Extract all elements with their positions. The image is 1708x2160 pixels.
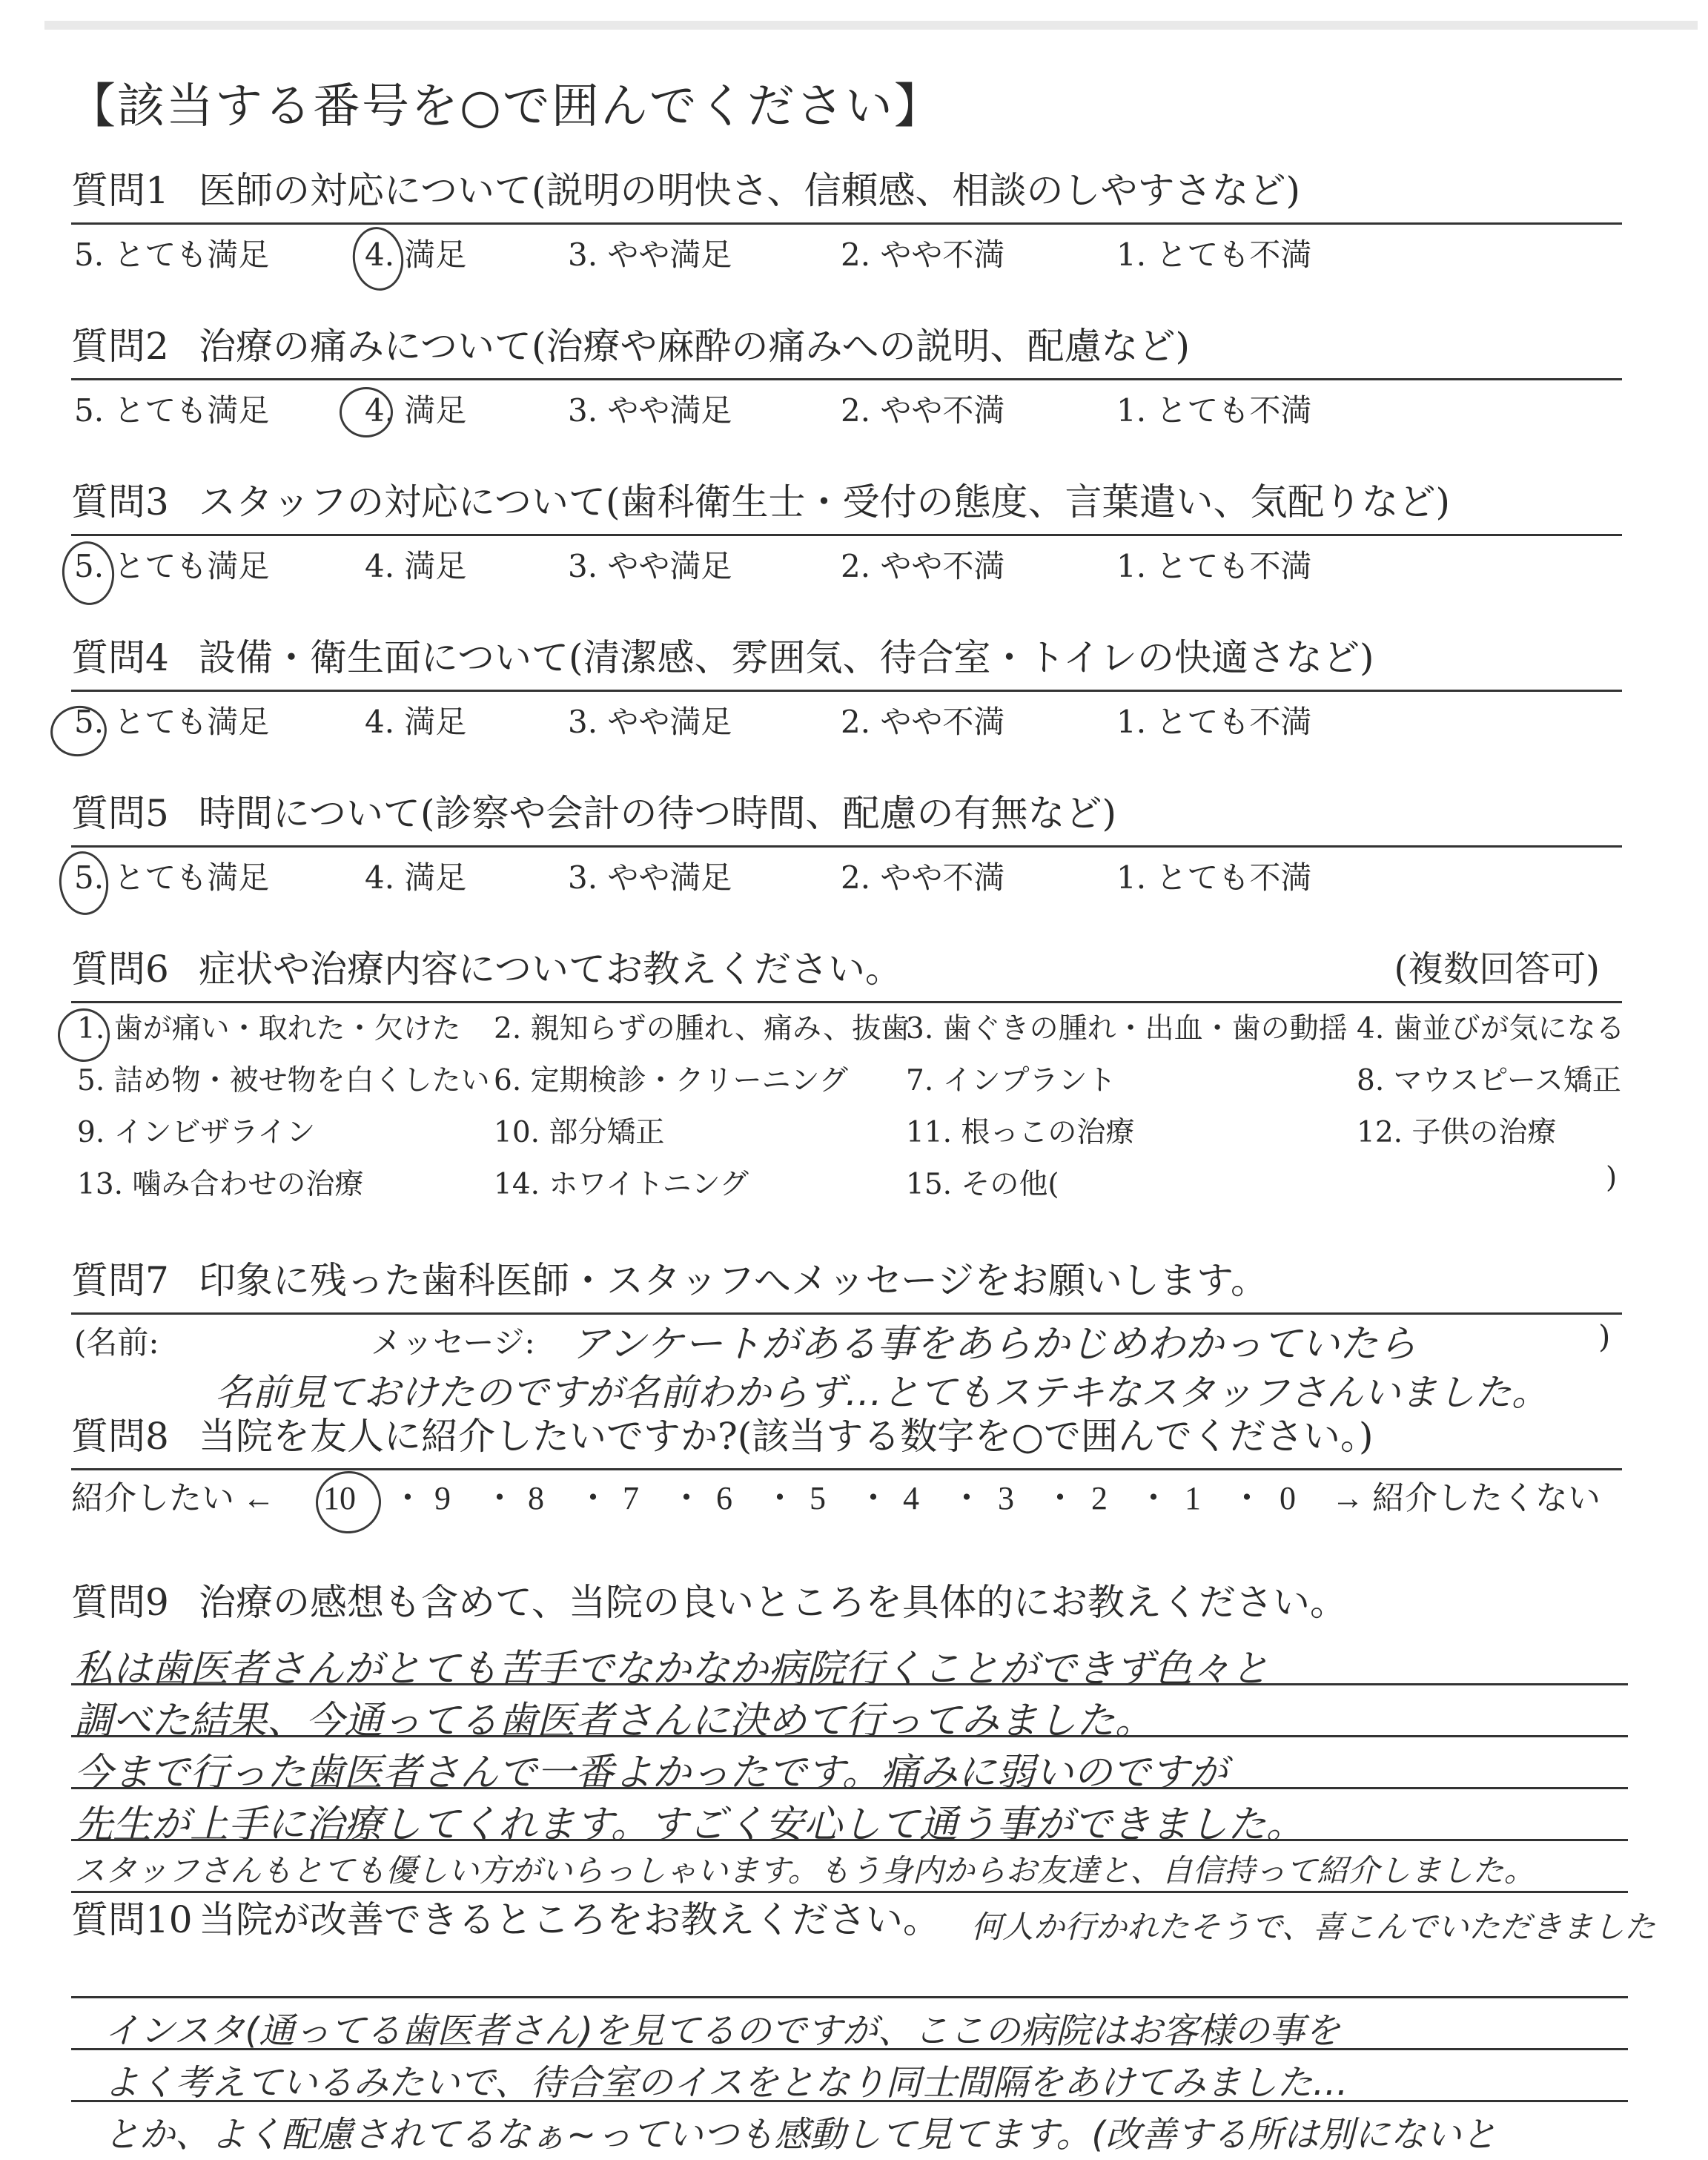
option-3[interactable]: 3. やや満足 — [568, 548, 732, 584]
handwritten-improvement-line-3: とか、よく配慮されてるなぁ~っていつも感動して見てます。(改善する所は別にないと — [104, 2114, 1497, 2156]
message-label: メッセージ: — [371, 1324, 535, 1361]
option-5[interactable]: 5. とても満足 — [74, 704, 270, 740]
scale-separator: ・ — [1231, 1479, 1263, 1517]
handwritten-answer-line-1: 私は歯医者さんがとても苦手でなかなか病院行くことができず色々と — [74, 1647, 1270, 1691]
option-3[interactable]: 3. やや満足 — [568, 859, 732, 896]
question-text: スタッフの対応について(歯科衛生士・受付の態度、言葉遣い、気配りなど) — [199, 480, 1451, 524]
scale-value-2[interactable]: 2 — [1091, 1480, 1108, 1516]
question-number: 質問4 — [71, 636, 169, 679]
symptom-option-2[interactable]: 2. 親知らずの腫れ、痛み、抜歯 — [494, 1012, 910, 1046]
option-1[interactable]: 1. とても不満 — [1116, 859, 1312, 896]
option-4[interactable]: 4. 満足 — [365, 859, 467, 896]
question-text: 当院を友人に紹介したいですか?(該当する数字を○で囲んでください。) — [199, 1415, 1374, 1458]
question-9 — [71, 1576, 1622, 1634]
question-number: 質問2 — [71, 325, 169, 368]
option-2[interactable]: 2. やや不満 — [841, 237, 1005, 273]
symptom-option-15-close: ) — [1606, 1161, 1618, 1195]
question-number: 質問9 — [71, 1581, 169, 1624]
symptom-option-9[interactable]: 9. インビザライン — [77, 1116, 316, 1149]
option-3[interactable]: 3. やや満足 — [568, 237, 732, 273]
question-number: 質問7 — [71, 1259, 169, 1302]
handwritten-answer-line-2: 調べた結果、今通ってる歯医者さんに決めて行ってみました。 — [74, 1699, 1154, 1743]
symptom-option-10[interactable]: 10. 部分矯正 — [494, 1116, 665, 1149]
scale-separator: ・ — [950, 1479, 983, 1517]
option-5[interactable]: 5. とても満足 — [74, 392, 270, 429]
question-8 — [71, 1410, 1622, 1470]
answer-line — [71, 1996, 1628, 1998]
handwritten-improvement-line-2: よく考えているみたいで、待合室のイスをとなり同士間隔をあけてみました… — [104, 2062, 1348, 2104]
question-number: 質問8 — [71, 1415, 169, 1458]
symptom-option-8[interactable]: 8. マウスピース矯正 — [1357, 1064, 1621, 1097]
option-4[interactable]: 4. 満足 — [365, 392, 467, 429]
scale-value-9[interactable]: 9 — [434, 1480, 451, 1516]
scale-value-5[interactable]: 5 — [810, 1480, 826, 1516]
handwritten-answer-line-4: 先生が上手に治療してくれます。すごく安心して通う事ができました。 — [74, 1803, 1305, 1847]
symptom-option-5[interactable]: 5. 詰め物・被せ物を白くしたい — [77, 1064, 490, 1097]
option-1[interactable]: 1. とても不満 — [1116, 392, 1312, 429]
symptom-option-15[interactable]: 15. その他( — [906, 1168, 1059, 1201]
symptom-option-3[interactable]: 3. 歯ぐきの腫れ・出血・歯の動揺 — [906, 1012, 1348, 1046]
question-text: 当院が改善できるところをお教えください。 — [199, 1898, 940, 1941]
scale-separator: ・ — [1137, 1479, 1170, 1517]
scale-separator: ・ — [483, 1479, 516, 1517]
question-number: 質問10 — [71, 1898, 193, 1941]
option-1[interactable]: 1. とても不満 — [1116, 704, 1312, 740]
question-text: 設備・衛生面について(清潔感、雰囲気、待合室・トイレの快適さなど) — [199, 636, 1374, 679]
option-2[interactable]: 2. やや不満 — [841, 859, 1005, 896]
question-text: 治療の痛みについて(治療や麻酔の痛みへの説明、配慮など) — [199, 325, 1191, 368]
handwritten-improvement-line-1: インスタ(通ってる歯医者さん)を見てるのですが、ここの病院はお客様の事を — [104, 2010, 1341, 2052]
handwritten-answer-line-5: スタッフさんもとても優しい方がいらっしゃいます。もう身内からお友達と、自信持って紹介しました。 — [74, 1852, 1535, 1889]
scale-right-label: → 紹介したくない — [1331, 1480, 1601, 1516]
recommendation-scale — [71, 1473, 1628, 1525]
option-4[interactable]: 4. 満足 — [365, 548, 467, 584]
option-5[interactable]: 5. とても満足 — [74, 548, 270, 584]
question-text: 医師の対応について(説明の明快さ、信頼感、相談のしやすさなど) — [199, 169, 1301, 212]
multiple-answers-note: (複数回答可) — [1394, 948, 1600, 990]
scale-separator: ・ — [670, 1479, 703, 1517]
question-number: 質問6 — [71, 948, 169, 991]
symptom-option-13[interactable]: 13. 噛み合わせの治療 — [77, 1168, 364, 1201]
question-2 — [71, 320, 1622, 380]
scale-value-1[interactable]: 1 — [1185, 1480, 1201, 1516]
option-4[interactable]: 4. 満足 — [365, 704, 467, 740]
question-number: 質問5 — [71, 792, 169, 835]
option-2[interactable]: 2. やや不満 — [841, 392, 1005, 429]
scale-left-label: 紹介したい ← — [71, 1480, 275, 1516]
question-6 — [71, 943, 1622, 1003]
name-label: (名前: — [74, 1324, 159, 1361]
scale-separator: ・ — [391, 1479, 424, 1517]
symptom-option-12[interactable]: 12. 子供の治療 — [1357, 1116, 1557, 1149]
scale-separator: ・ — [577, 1479, 609, 1517]
scale-value-4[interactable]: 4 — [903, 1480, 919, 1516]
question-3 — [71, 476, 1622, 536]
symptom-options — [74, 1005, 1631, 1228]
question-text: 治療の感想も含めて、当院の良いところを具体的にお教えください。 — [199, 1581, 1347, 1624]
answer-line — [71, 1891, 1628, 1893]
option-5[interactable]: 5. とても満足 — [74, 237, 270, 273]
scale-value-10[interactable]: 10 — [323, 1480, 356, 1516]
handwritten-answer-line-3: 今まで行った歯医者さんで一番よかったです。痛みに弱いのですが — [74, 1751, 1228, 1795]
option-4[interactable]: 4. 満足 — [365, 237, 467, 273]
option-1[interactable]: 1. とても不満 — [1116, 548, 1312, 584]
scale-value-7[interactable]: 7 — [623, 1480, 639, 1516]
page-title: 【該当する番号を○で囲んでください】 — [68, 79, 943, 134]
question-text: 症状や治療内容についてお教えください。 — [199, 948, 902, 991]
question-text: 印象に残った歯科医師・スタッフへメッセージをお願いします。 — [199, 1259, 1268, 1302]
scale-value-3[interactable]: 3 — [998, 1480, 1014, 1516]
question-1 — [71, 165, 1622, 225]
scale-value-6[interactable]: 6 — [716, 1480, 732, 1516]
message-close-paren: ) — [1598, 1318, 1611, 1355]
handwritten-q9-continuation: 何人か行かれたそうで、喜こんでいただきました — [971, 1909, 1656, 1945]
symptom-option-7[interactable]: 7. インプラント — [906, 1064, 1116, 1097]
question-7 — [71, 1255, 1622, 1315]
scale-value-8[interactable]: 8 — [528, 1480, 544, 1516]
symptom-option-4[interactable]: 4. 歯並びが気になる — [1357, 1012, 1625, 1046]
scale-value-0[interactable]: 0 — [1280, 1480, 1296, 1516]
option-2[interactable]: 2. やや不満 — [841, 704, 1005, 740]
option-1[interactable]: 1. とても不満 — [1116, 237, 1312, 273]
option-5[interactable]: 5. とても満足 — [74, 859, 270, 896]
question-number: 質問3 — [71, 480, 169, 524]
symptom-option-6[interactable]: 6. 定期検診・クリーニング — [494, 1064, 848, 1097]
question-text: 時間について(診察や会計の待つ時間、配慮の有無など) — [199, 792, 1117, 835]
question-4 — [71, 632, 1622, 692]
symptom-option-14[interactable]: 14. ホワイトニング — [494, 1168, 749, 1201]
handwritten-message-line-1: アンケートがある事をあらかじめわかっていたら — [571, 1322, 1417, 1367]
option-2[interactable]: 2. やや不満 — [841, 548, 1005, 584]
handwritten-message-line-2: 名前見ておけたのですが名前わからず…とてもステキなスタッフさんいました。 — [215, 1371, 1549, 1414]
option-3[interactable]: 3. やや満足 — [568, 704, 732, 740]
symptom-option-11[interactable]: 11. 根っこの治療 — [906, 1116, 1135, 1149]
question-5 — [71, 787, 1622, 848]
scale-separator: ・ — [857, 1479, 890, 1517]
scale-separator: ・ — [764, 1479, 796, 1517]
scan-edge — [44, 21, 1698, 30]
question-number: 質問1 — [71, 169, 169, 212]
option-3[interactable]: 3. やや満足 — [568, 392, 732, 429]
symptom-option-1[interactable]: 1. 歯が痛い・取れた・欠けた — [77, 1012, 461, 1046]
scale-separator: ・ — [1044, 1479, 1076, 1517]
